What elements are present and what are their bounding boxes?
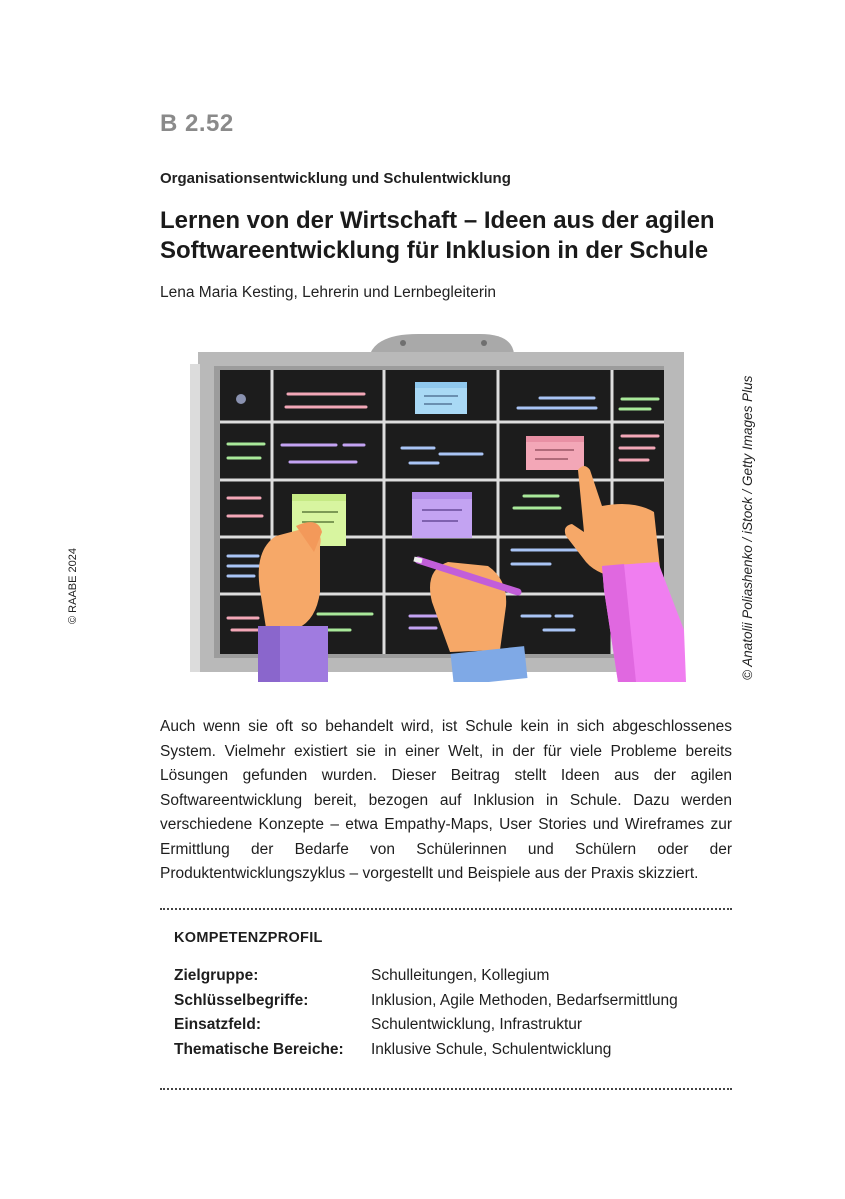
profile-key: Zielgruppe: — [174, 967, 259, 984]
title-line-2: Softwareentwicklung für Inklusion in der Schule — [160, 237, 709, 264]
profile-value: Schulleitungen, Kollegium — [371, 967, 550, 984]
profile-heading: KOMPETENZPROFIL — [174, 930, 323, 946]
dotted-divider-bottom — [160, 1088, 732, 1090]
profile-row — [174, 989, 734, 1014]
dotted-divider-top — [160, 908, 732, 910]
image-credit: © Anatolii Poliashenko / iStock / Getty Images Plus — [740, 375, 755, 680]
profile-row — [174, 1038, 734, 1063]
profile-value: Inklusive Schule, Schulentwicklung — [371, 1040, 612, 1058]
profile-key: Einsatzfeld: — [174, 1016, 261, 1033]
abstract-text: Auch wenn sie oft so behandelt wird, ist Schule kein in sich abgeschlossenes System. Vielmehr existiert sie in einer Welt, in der für viele Probleme bereits Lösungen gefunden wurden. Dieser Beitrag stellt Ideen aus der agilen Softwareentwicklung bereit, bezogen auf Inklusion in Schule. Dazu werden verschiedene Konzepte – etwa Empathy-Maps, User Stories und Wireframes zur Ermittlung der Bedarfe von Schülerinnen und Schülern oder der Produktentwicklungszyklus – vorgestellt und Beispiele aus der Praxis skizziert. — [160, 718, 732, 882]
profile-row — [174, 964, 734, 989]
profile-value: Schulentwicklung, Infrastruktur — [371, 1016, 583, 1033]
left-hand — [258, 522, 328, 682]
category-label: Organisationsentwicklung und Schulentwicklung — [160, 170, 511, 187]
article-title — [160, 206, 760, 266]
author-line: Lena Maria Kesting, Lehrerin und Lernbegleiterin — [160, 284, 497, 301]
board-handle — [370, 334, 514, 354]
title-line-1: Lernen von der Wirtschaft – Ideen aus der agilen — [160, 207, 715, 234]
profile-key: Thematische Bereiche: — [174, 1040, 344, 1058]
copyright-notice: © RAABE 2024 — [67, 548, 79, 624]
profile-key: Schlüsselbegriffe: — [174, 991, 309, 1009]
profile-value: Inklusion, Agile Methoden, Bedarfsermittlung — [371, 991, 678, 1009]
article-code: B 2.52 — [160, 110, 234, 137]
kanban-board-illustration-icon — [188, 330, 688, 682]
competence-profile — [174, 930, 734, 1062]
profile-row — [174, 1013, 734, 1038]
